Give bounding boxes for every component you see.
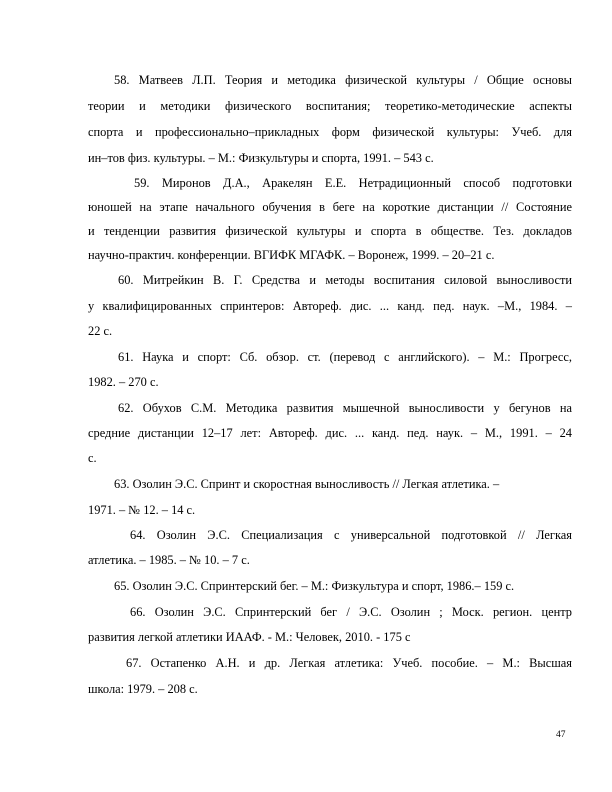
reference-line: у квалифицированных спринтеров: Автореф. дис. ... канд. пед. наук. –М., 1984. – bbox=[88, 299, 572, 313]
reference-line: ин–тов физ. культуры. – М.: Физкультуры и спорта, 1991. – 543 с. bbox=[88, 151, 434, 165]
reference-line: юношей на этапе начального обучения в беге на короткие дистанции // Состояние bbox=[88, 200, 572, 214]
reference-line: 58. Матвеев Л.П. Теория и методика физической культуры / Общие основы bbox=[114, 73, 572, 87]
reference-line: 62. Обухов С.М. Методика развития мышечной выносливости у бегунов на bbox=[118, 401, 572, 415]
reference-line: 66. Озолин Э.С. Спринтерский бег / Э.С. Озолин ; Моск. регион. центр bbox=[130, 605, 572, 619]
reference-line: 63. Озолин Э.С. Спринт и скоростная выносливость // Легкая атлетика. – bbox=[114, 477, 500, 491]
reference-line: 1971. – № 12. – 14 с. bbox=[88, 503, 196, 517]
reference-line: 67. Остапенко А.Н. и др. Легкая атлетика: Учеб. пособие. – М.: Высшая bbox=[126, 656, 572, 670]
reference-line: научно-практич. конференции. ВГИФК МГАФК. – Воронеж, 1999. – 20–21 с. bbox=[88, 248, 495, 262]
page-number: 47 bbox=[556, 730, 566, 740]
reference-line: школа: 1979. – 208 с. bbox=[88, 682, 198, 696]
reference-line: 65. Озолин Э.С. Спринтерский бег. – М.: Физкультура и спорт, 1986.– 159 с. bbox=[114, 579, 515, 593]
reference-line: 61. Наука и спорт: Сб. обзор. ст. (перевод с английского). – М.: Прогресс, bbox=[118, 350, 572, 364]
reference-line: средние дистанции 12–17 лет: Автореф. дис. ... канд. пед. наук. – М., 1991. – 24 bbox=[88, 426, 572, 440]
reference-line: с. bbox=[88, 451, 97, 465]
reference-line: 1982. – 270 с. bbox=[88, 375, 159, 389]
reference-line: теории и методики физического воспитания; теоретико-методические аспекты bbox=[88, 99, 572, 113]
reference-line: 59. Миронов Д.А., Аракелян Е.Е. Нетрадиционный способ подготовки bbox=[134, 176, 572, 190]
reference-line: спорта и профессионально–прикладных форм физической культуры: Учеб. для bbox=[88, 125, 572, 139]
reference-line: 64. Озолин Э.С. Специализация с универсальной подготовкой // Легкая bbox=[130, 528, 572, 542]
reference-line: атлетика. – 1985. – № 10. – 7 с. bbox=[88, 553, 250, 567]
reference-line: 60. Митрейкин В. Г. Средства и методы воспитания силовой выносливости bbox=[118, 273, 572, 287]
reference-line: 22 с. bbox=[88, 324, 113, 338]
reference-line: развития легкой атлетики ИААФ. - М.: Человек, 2010. - 175 с bbox=[88, 630, 411, 644]
reference-line: и тенденции развития физической культуры и спорта в обществе. Тез. докладов bbox=[88, 224, 572, 238]
